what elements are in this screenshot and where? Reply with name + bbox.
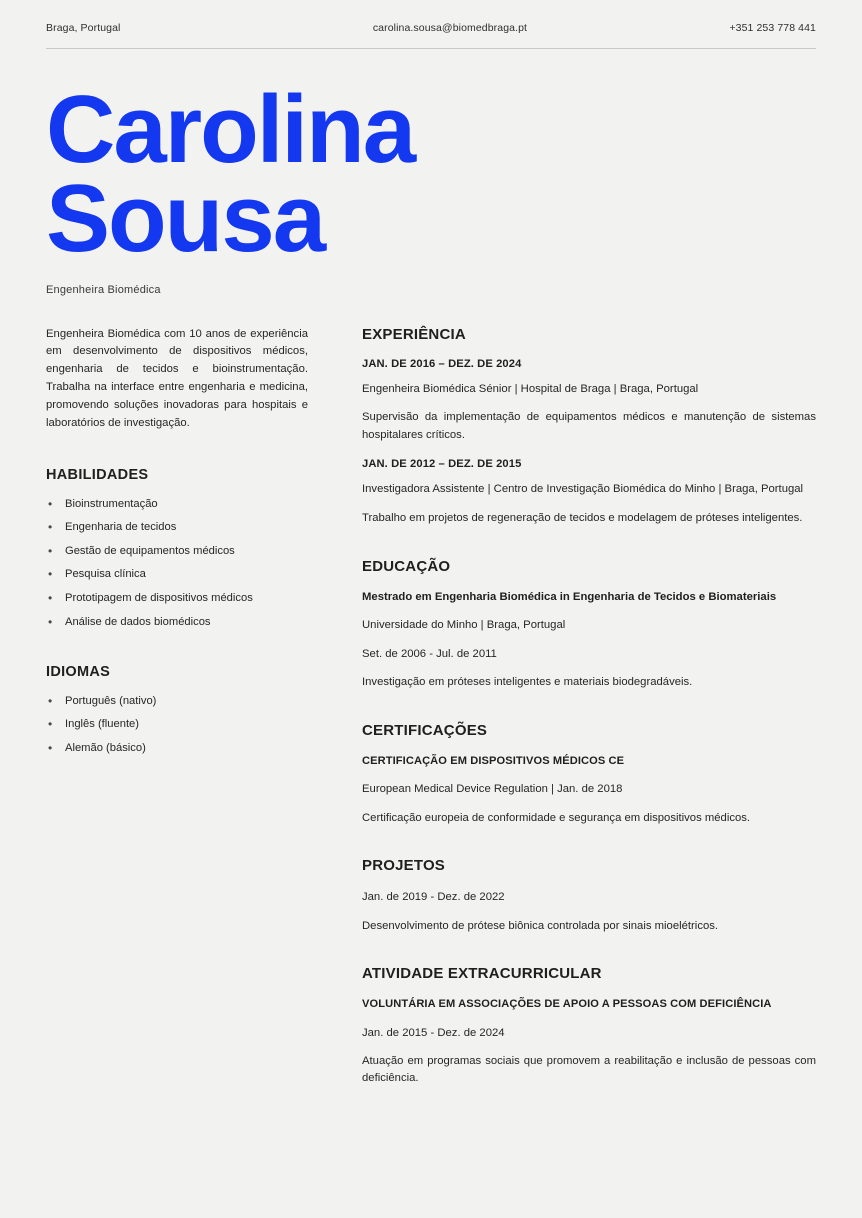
experience-period: JAN. DE 2012 – DEZ. DE 2015 <box>362 458 522 471</box>
contact-header <box>46 22 816 49</box>
skills-list <box>46 497 308 630</box>
last-name: Sousa <box>46 165 325 273</box>
list-item: • Inglês (fluente) <box>46 717 308 732</box>
certification-item <box>362 754 816 827</box>
experience-role: Investigadora Assistente | Centro de Investigação Biomédica do Minho | Braga, Portugal <box>362 483 804 496</box>
experience-description: Trabalho em projetos de regeneração de tecidos e modelagem de próteses inteligentes. <box>362 512 803 525</box>
profile-summary: Engenheira Biomédica com 10 anos de experiência em desenvolvimento de dispositivos médicos, engenharia de tecidos e bioinstrumentação. Trabalha na interface entre engenharia e medicina, promovendo soluções inovadoras para hospitais e laboratórios de investigação. <box>46 327 308 429</box>
languages-list <box>46 694 308 756</box>
extracurricular-item <box>362 997 816 1088</box>
certification-issuer: European Medical Device Regulation | Jan. de 2018 <box>362 783 623 796</box>
right-column <box>308 326 816 1102</box>
extracurricular-title: VOLUNTÁRIA EM ASSOCIAÇÕES DE APOIO A PESSOAS COM DEFICIÊNCIA <box>362 998 772 1010</box>
first-name: Carolina <box>46 76 415 183</box>
list-item: • Pesquisa clínica <box>46 567 308 582</box>
contact-email: carolina.sousa@biomedbraga.pt <box>372 22 528 34</box>
education-degree: Mestrado em Engenharia Biomédica in Engenharia de Tecidos e Biomateriais <box>362 590 777 603</box>
list-item: • Análise de dados biomédicos <box>46 615 308 630</box>
list-item: • Português (nativo) <box>46 694 308 709</box>
project-item <box>362 889 816 935</box>
experience-description: Supervisão da implementação de equipamentos médicos e manutenção de sistemas hospitalares críticos. <box>362 411 816 441</box>
experience-item <box>362 458 816 527</box>
certifications-heading: CERTIFICAÇÕES <box>362 721 488 739</box>
left-column <box>46 326 308 1102</box>
extracurricular-heading: ATIVIDADE EXTRACURRICULAR <box>362 965 602 982</box>
experience-item <box>362 358 816 445</box>
contact-location: Braga, Portugal <box>46 22 121 34</box>
project-description: Desenvolvimento de prótese biônica controlada por sinais mioelétricos. <box>362 919 719 932</box>
experience-period: JAN. DE 2016 – DEZ. DE 2024 <box>362 357 522 370</box>
languages-heading: IDIOMAS <box>46 663 111 680</box>
education-item <box>362 590 816 692</box>
list-item: • Bioinstrumentação <box>46 497 308 512</box>
list-item: • Prototipagem de dispositivos médicos <box>46 591 308 606</box>
projects-heading: PROJETOS <box>362 857 446 875</box>
certification-title: CERTIFICAÇÃO EM DISPOSITIVOS MÉDICOS CE <box>362 754 625 767</box>
experience-heading: EXPERIÊNCIA <box>362 325 466 343</box>
list-item: • Engenharia de tecidos <box>46 520 308 535</box>
skills-heading: HABILIDADES <box>46 466 149 483</box>
extracurricular-period: Jan. de 2015 - Dez. de 2024 <box>362 1026 505 1039</box>
body-columns <box>46 326 816 1102</box>
project-period: Jan. de 2019 - Dez. de 2022 <box>362 891 505 904</box>
job-title: Engenheira Biomédica <box>46 283 161 296</box>
extracurricular-description: Atuação em programas sociais que promovem a reabilitação e inclusão de pessoas com deficiência. <box>362 1054 816 1085</box>
list-item: • Gestão de equipamentos médicos <box>46 544 308 559</box>
education-description: Investigação em próteses inteligentes e materiais biodegradáveis. <box>362 676 693 689</box>
list-item: • Alemão (básico) <box>46 741 308 756</box>
experience-role: Engenheira Biomédica Sénior | Hospital de Braga | Braga, Portugal <box>362 382 699 395</box>
certification-description: Certificação europeia de conformidade e segurança em dispositivos médicos. <box>362 811 751 824</box>
candidate-name <box>46 76 816 273</box>
contact-phone: +351 253 778 441 <box>729 22 816 34</box>
education-heading: EDUCAÇÃO <box>362 557 451 575</box>
education-institution: Universidade do Minho | Braga, Portugal <box>362 619 566 632</box>
education-period: Set. de 2006 - Jul. de 2011 <box>362 647 497 660</box>
